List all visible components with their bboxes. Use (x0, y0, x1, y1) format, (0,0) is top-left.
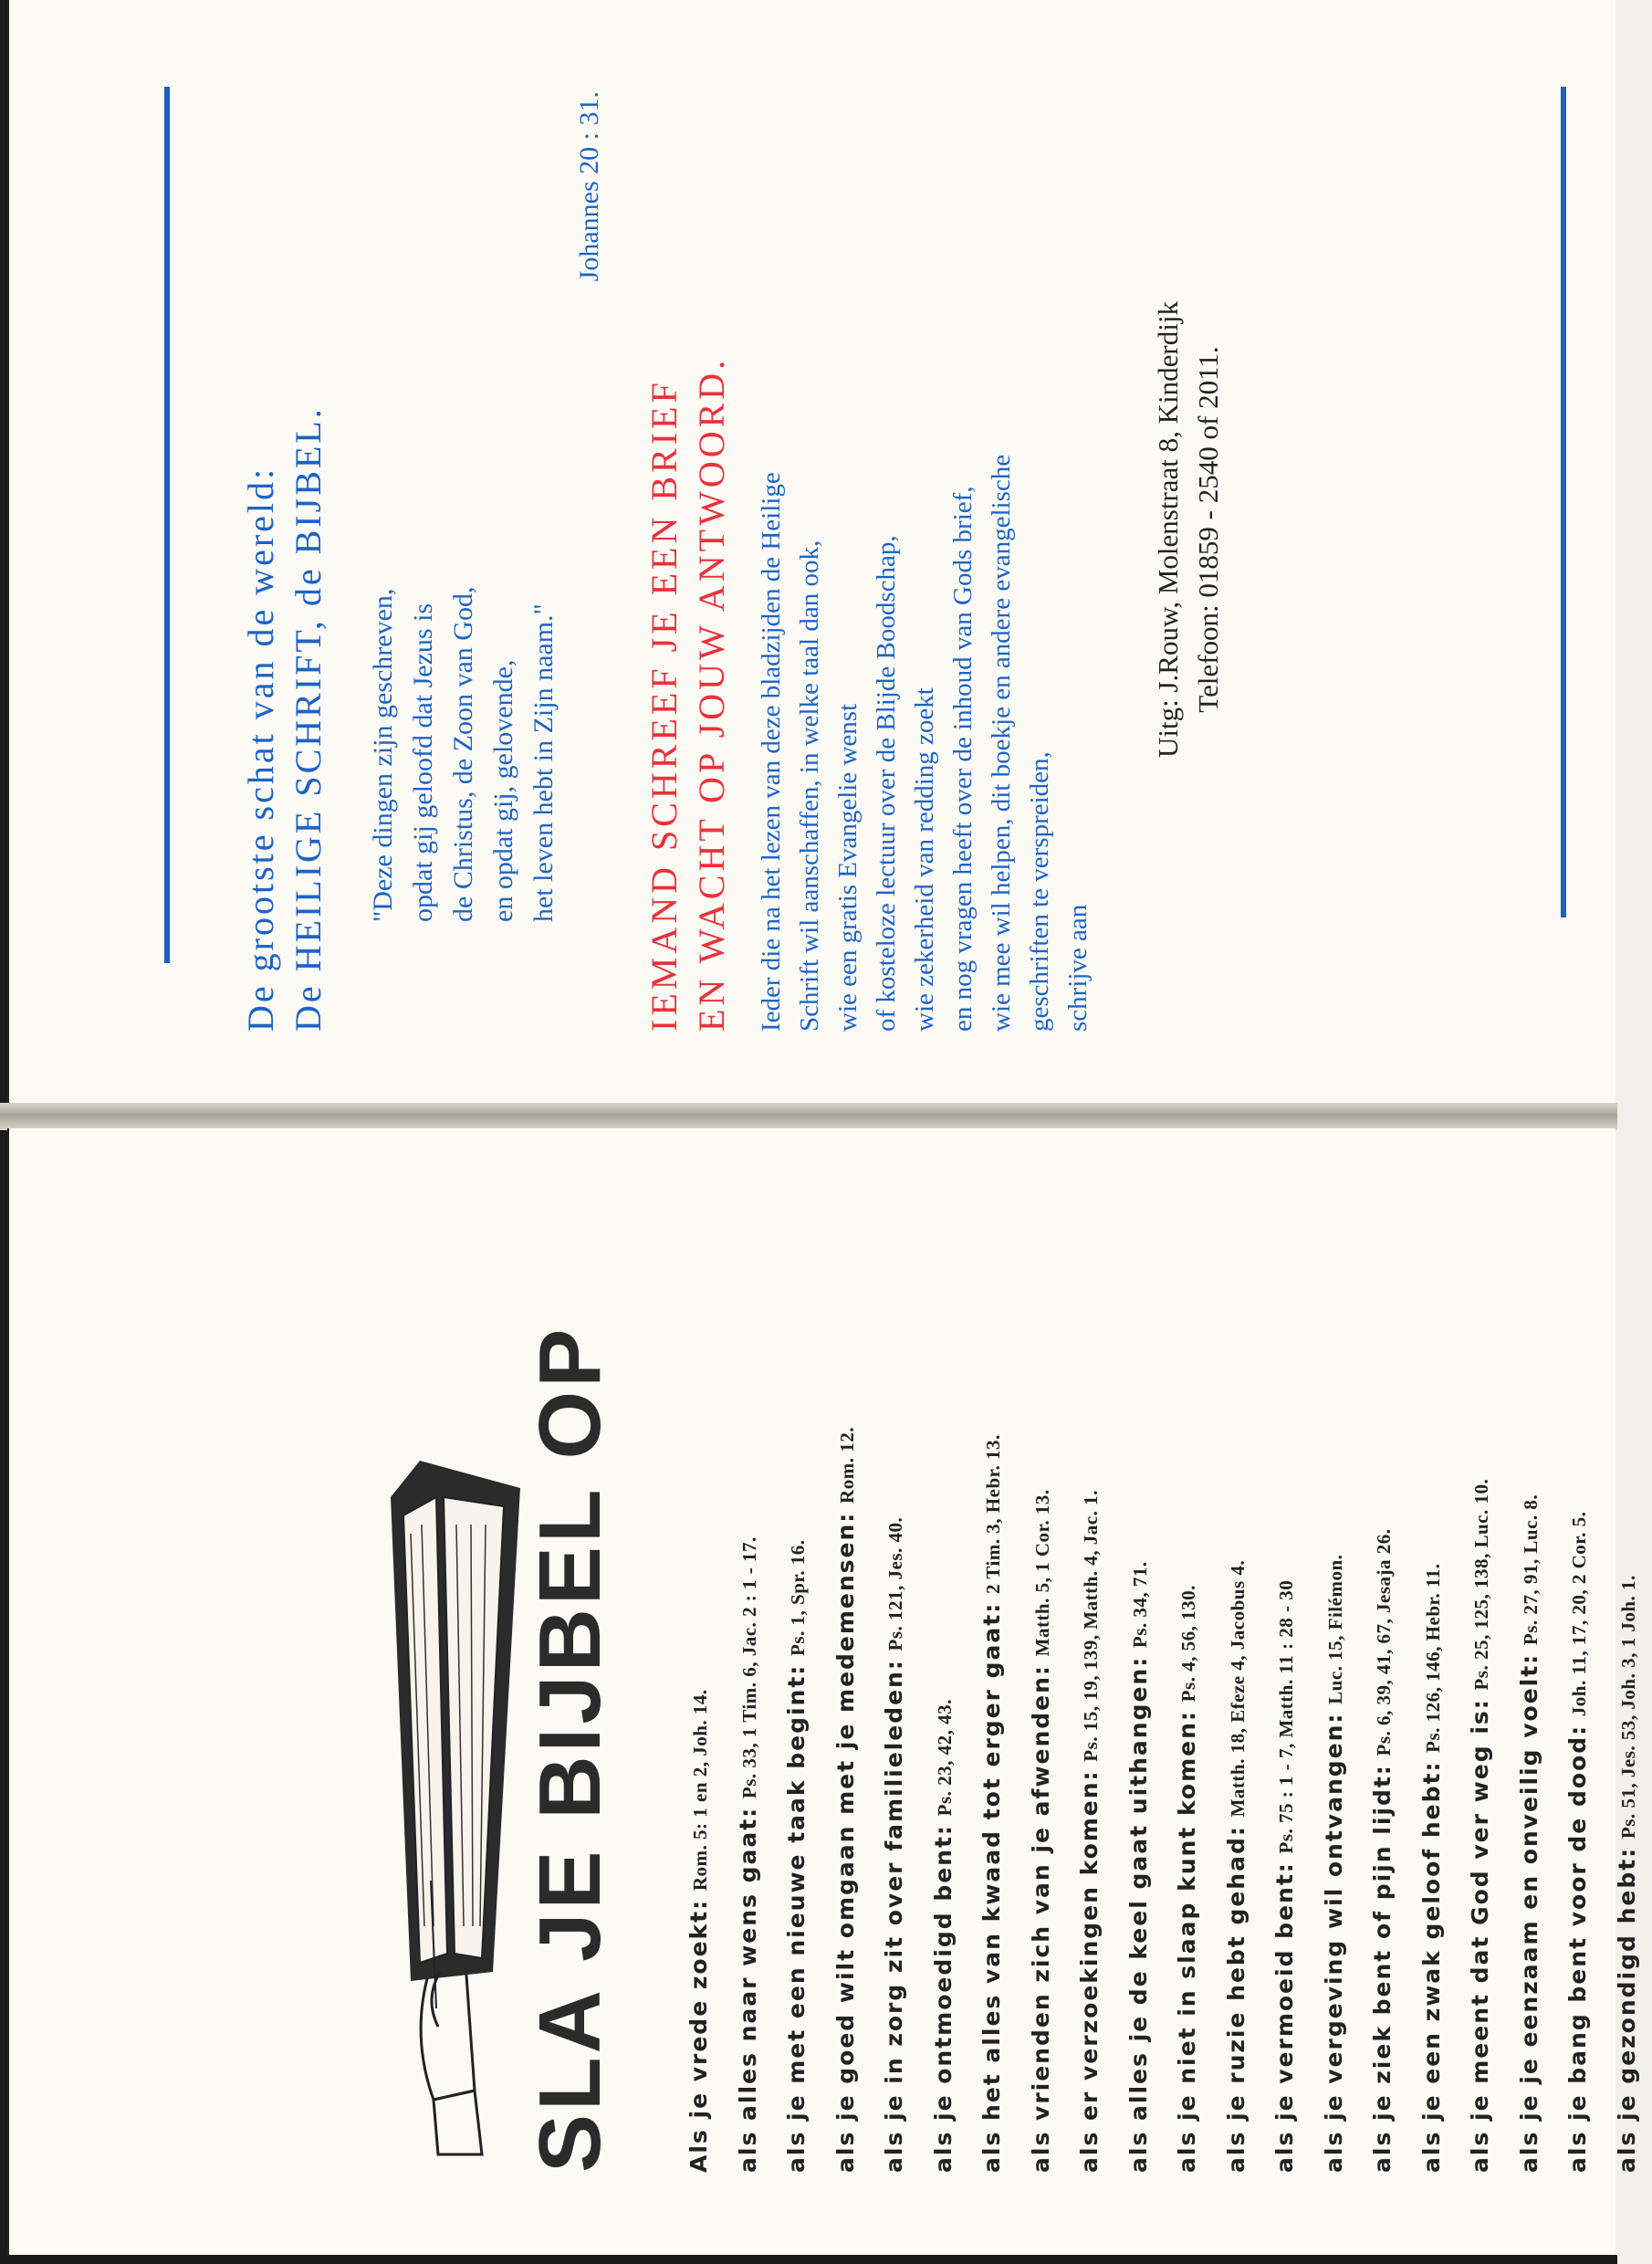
body-line: en nog vragen heeft over de inhoud van Gods brief, (948, 486, 978, 1032)
list-item (1359, 1205, 1408, 2173)
situation-text: als alles je de keel gaat uithangen: (1124, 1655, 1152, 2173)
list-item (968, 1205, 1018, 2173)
situation-text: als je gezondigd hebt: (1613, 1846, 1640, 2173)
scripture-references: Ps. 15, 19, 139, Matth. 4, Jac. 1. (1080, 1490, 1102, 1762)
situation-text: als je goed wilt omgaan met je medemensen: (831, 1511, 859, 2173)
situation-text: als je meent dat God ver weg is: (1467, 1698, 1493, 2173)
scripture-references: Matth. 18, Efeze 4, Jacobus 4. (1226, 1559, 1249, 1818)
scripture-references: Ps. 33, 1 Tim. 6, Jac. 2 : 1 - 17. (737, 1536, 760, 1799)
situation-text: als je een zwak geloof hebt: (1417, 1760, 1445, 2173)
body-line: of kosteloze lectuur over de Blijde Boodschap, (872, 535, 901, 1032)
top-page-content (237, 27, 1479, 1032)
scripture-references: Ps. 27, 91, Luc. 8. (1519, 1494, 1542, 1646)
cover-edge (0, 0, 7, 2264)
scripture-references: Ps. 75 : 1 - 7, Matth. 11 : 28 - 30 (1275, 1579, 1297, 1854)
list-item (1311, 1205, 1360, 2173)
list-item (725, 1205, 774, 2173)
list-item (1115, 1205, 1165, 2173)
center-fold (0, 1103, 1617, 1130)
letter-heading-row: EN WACHT OP JOUW ANTWOORD. (691, 356, 732, 1032)
scan-edge (0, 2255, 1617, 2264)
scripture-references: Ps. 121, Jes. 40. (884, 1516, 906, 1651)
body-line: wie zekerheid van redding zoekt (910, 687, 939, 1032)
bottom-page-content (365, 1205, 1640, 2173)
situation-text: als je bang bent voor de dood: (1564, 1724, 1591, 2173)
invitation-text (752, 27, 1097, 1032)
body-line: Ieder die na het lezen van deze bladzijden de Heilige (757, 472, 786, 1032)
quote-line: het leven hebt in Zijn naam." (528, 603, 559, 922)
scripture-references: Ps. 51, Jes. 53, Joh. 3, 1 Joh. 1. (1616, 1575, 1639, 1840)
list-item (1213, 1205, 1262, 2173)
body-line: wie mee wil helpen, dit boekje en andere evangelische (987, 454, 1016, 1032)
scripture-references: Ps. 34, 71. (1128, 1561, 1151, 1649)
publisher-info (1148, 27, 1229, 1032)
quote-line: de Christus, de Zoon van God, (448, 586, 478, 922)
situation-text: als er verzoekingen komen: (1076, 1769, 1103, 2173)
situation-text: als je met een nieuwe taak begint: (783, 1663, 810, 2173)
body-line: Schrift wil aanschaffen, in welke taal dan ook, (795, 540, 824, 1032)
list-item (1554, 1205, 1604, 2173)
scripture-references: Rom. 12. (835, 1427, 858, 1504)
heading-row: De grootste schat van de wereld: (240, 466, 281, 1032)
quote-line: "Deze dingen zijn geschreven, (368, 588, 398, 922)
situation-text: als je in zorg zit over familieleden: (881, 1659, 907, 2173)
scripture-references: Ps. 126, 146, Hebr. 11. (1421, 1563, 1444, 1753)
situation-text: als alles naar wens gaat: (734, 1806, 761, 2173)
situation-text: als je vermoeid bent: (1271, 1861, 1298, 2173)
list-item (1261, 1205, 1311, 2173)
scripture-references: Ps. 23, 42, 43. (933, 1699, 956, 1817)
body-line: schrijve aan (1063, 904, 1093, 1032)
list-item (1164, 1205, 1213, 2173)
quote-line: opdat gij geloofd dat Jezus is (408, 603, 438, 922)
body-line: geschriften te verspreiden, (1025, 751, 1054, 1032)
scripture-references: Ps. 4, 56, 130. (1177, 1585, 1199, 1703)
list-item (1604, 1205, 1652, 2173)
list-item (1408, 1205, 1458, 2173)
hand-bible-illustration (383, 1442, 529, 2154)
scripture-references: Rom. 5: 1 en 2, Joh. 14. (689, 1689, 711, 1892)
top-page-rule-right (1561, 87, 1566, 917)
scripture-references: Ps. 6, 39, 41, 67, Jesaja 26. (1373, 1528, 1395, 1756)
list-item (1066, 1205, 1115, 2173)
scripture-references: Luc. 15, Filémon. (1323, 1554, 1346, 1704)
situation-text: Als je vrede zoekt: (685, 1898, 712, 2173)
situation-text: als je ruzie hebt gehad: (1222, 1825, 1249, 2173)
bible-quote (363, 27, 610, 922)
list-item (1506, 1205, 1555, 2173)
situation-text: als vrienden zich van je afwenden: (1027, 1664, 1054, 2173)
situation-text: als je ziek bent of pijn lijdt: (1369, 1764, 1396, 2173)
situation-text: als je je eenzaam en onveilig voelt: (1515, 1652, 1542, 2173)
page-title: SLA JE BIJBEL OP (521, 1325, 619, 2173)
treasure-heading (237, 27, 332, 1032)
list-item (871, 1205, 920, 2173)
list-item (920, 1205, 969, 2173)
scripture-references: Matth. 5, 1 Cor. 13. (1030, 1489, 1053, 1657)
situation-text: als het alles van kwaad tot erger gaat: (978, 1601, 1005, 2173)
quote-line: en opdat gij, gelovende, (488, 659, 518, 922)
list-item (773, 1205, 822, 2173)
top-page-rule-left (164, 87, 170, 963)
publisher-line: Telefoon: 01859 - 2540 of 2011. (1192, 346, 1224, 713)
letter-heading-row: IEMAND SCHREEF JE EEN BRIEF (643, 379, 685, 1032)
publisher-line: Uitg: J.Rouw, Molenstraat 8, Kinderdijk (1152, 301, 1184, 758)
quote-reference: Johannes 20 : 31. (574, 91, 604, 282)
heading-row: De HEILIGE SCHRIFT, de BIJBEL. (288, 406, 329, 1032)
scripture-references: Ps. 25, 125, 138, Luc. 10. (1470, 1478, 1492, 1691)
scripture-references: 2 Tim. 3, Hebr. 13. (982, 1434, 1004, 1595)
list-item (1018, 1205, 1067, 2173)
scripture-references: Ps. 1, Spr. 16. (787, 1539, 809, 1656)
title-block (383, 931, 685, 2173)
letter-heading (641, 27, 736, 1032)
situation-text: als je niet in slaap kunt komen: (1174, 1710, 1200, 2173)
scripture-references: Joh. 11, 17, 20, 2 Cor. 5. (1568, 1511, 1590, 1717)
list-item (822, 1205, 872, 2173)
list-item (675, 1205, 725, 2173)
scripture-guide-list (675, 1205, 1652, 2173)
situation-text: als je vergeving wil ontvangen: (1320, 1712, 1347, 2173)
body-line: wie een gratis Evangelie wenst (833, 703, 863, 1032)
list-item (1457, 1205, 1506, 2173)
situation-text: als je ontmoedigd bent: (929, 1824, 957, 2173)
